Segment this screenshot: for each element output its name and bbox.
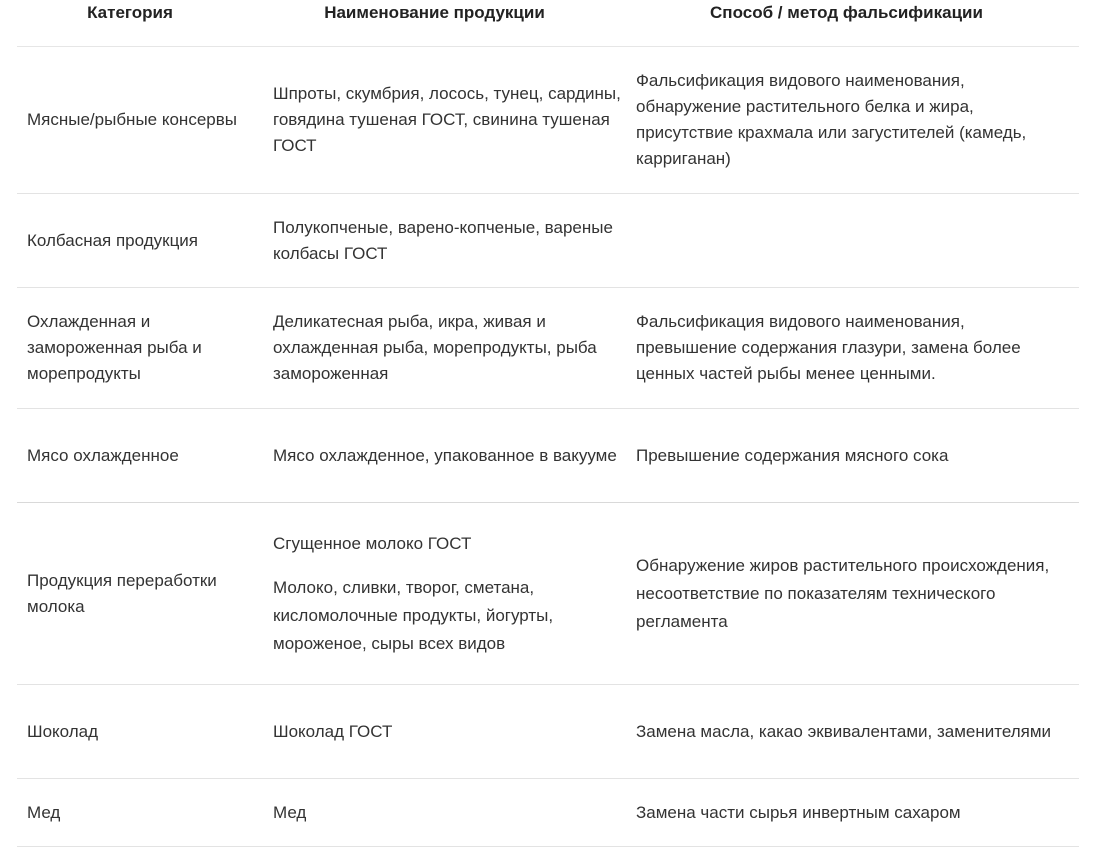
- product-cell: Мясо охлажденное, упакованное в вакууме: [273, 445, 617, 465]
- method-cell: Замена масла, какао эквивалентами, заменителями: [636, 721, 1052, 741]
- category-cell: Продукция переработки молока: [27, 570, 217, 616]
- table-row: [17, 47, 1079, 194]
- header-category: Категория: [87, 3, 173, 22]
- table-header-row: [17, 0, 1079, 47]
- product-cell: Мед: [273, 802, 307, 822]
- category-cell: Охлажденная и замороженная рыба и морепродукты: [27, 312, 202, 383]
- method-cell: Обнаружение жиров растительного происхождения, несоответствие по показателям технического регламента: [636, 555, 1050, 631]
- method-cell: [626, 194, 1079, 287]
- method-cell: Замена части сырья инвертным сахаром: [636, 802, 961, 822]
- header-product: Наименование продукции: [324, 3, 545, 22]
- table-row: [17, 288, 1079, 409]
- table-row: [17, 503, 1079, 685]
- method-cell: Превышение содержания мясного сока: [636, 445, 949, 465]
- category-cell: Колбасная продукция: [27, 230, 199, 250]
- category-cell: Шоколад: [27, 721, 99, 741]
- method-cell: Фальсификация видового наименования, обнаружение растительного белка и жира, присутствие крахмала или загустителей (камедь, карриганан): [636, 71, 1027, 168]
- category-cell: Мед: [27, 802, 61, 822]
- table-row: [17, 685, 1079, 779]
- category-cell: Мясо охлажденное: [27, 445, 179, 465]
- table-row: [17, 779, 1079, 847]
- table-row: [17, 409, 1079, 503]
- product-cell: Шоколад ГОСТ: [273, 721, 393, 741]
- product-cell: Полукопченые, варено-копченые, вареные колбасы ГОСТ: [273, 217, 613, 263]
- paragraph-gap: [273, 558, 626, 574]
- product-paragraph: Молоко, сливки, творог, сметана, кисломолочные продукты, йогурты, мороженое, сыры всех видов: [273, 577, 554, 653]
- method-cell: Фальсификация видового наименования, превышение содержания глазури, замена более ценных частей рыбы менее ценными.: [636, 312, 1021, 383]
- falsification-table: [17, 0, 1079, 847]
- product-paragraph: Сгущенное молоко ГОСТ: [273, 533, 472, 553]
- product-cell: Деликатесная рыба, икра, живая и охлажденная рыба, морепродукты, рыба замороженная: [273, 312, 597, 383]
- category-cell: Мясные/рыбные консервы: [27, 110, 237, 129]
- header-method: Способ / метод фальсификации: [710, 3, 983, 22]
- table-row: [17, 194, 1079, 288]
- product-cell: Шпроты, скумбрия, лосось, тунец, сардины, говядина тушеная ГОСТ, свинина тушеная ГОСТ: [273, 84, 621, 155]
- product-cell: [263, 503, 626, 684]
